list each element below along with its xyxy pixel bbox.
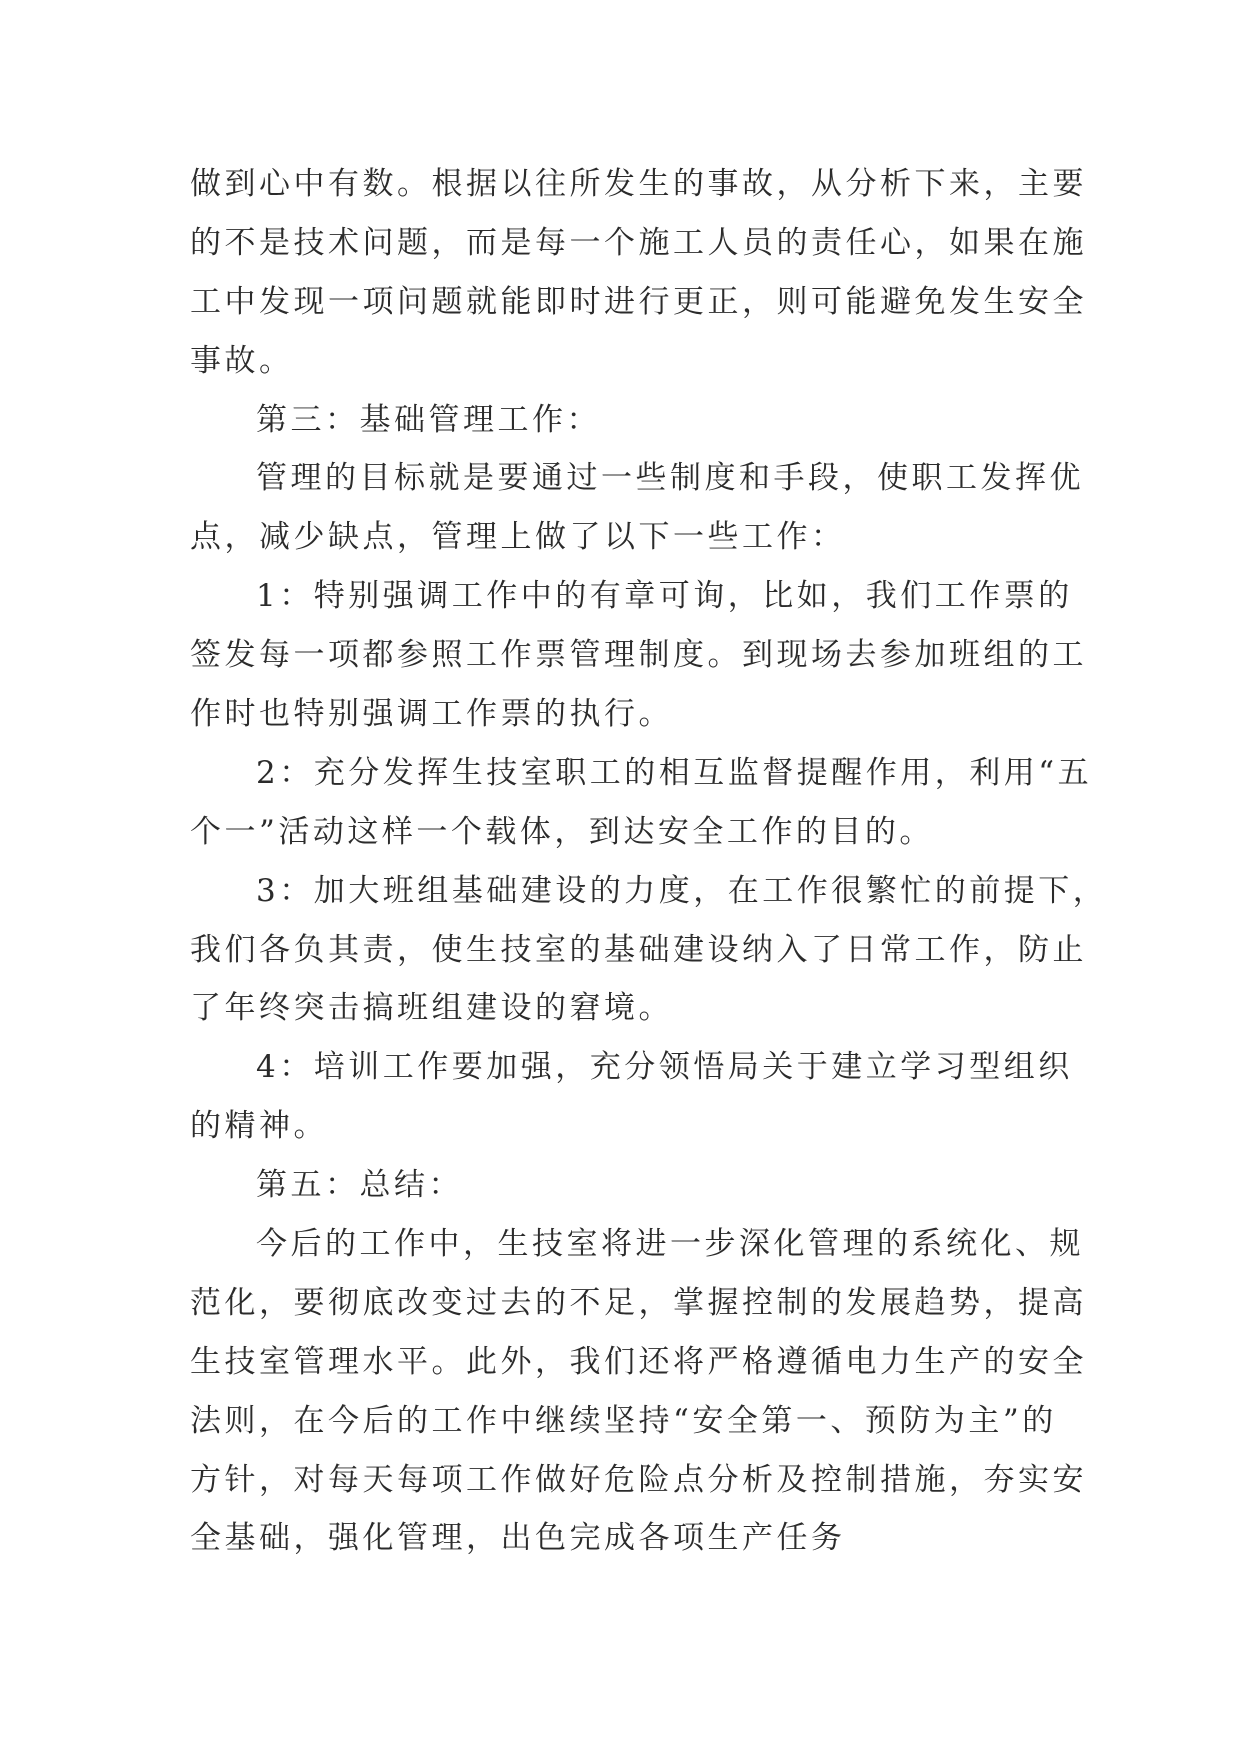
text-line: 作时也特别强调工作票的执行。 — [190, 696, 673, 733]
text-line: 的精神。 — [190, 1108, 328, 1145]
text-line: 了年终突击搞班组建设的窘境。 — [190, 990, 673, 1027]
document-body — [190, 155, 1108, 1568]
list-item: 4：培训工作要加强，充分领悟局关于建立学习型组织 — [256, 1049, 1073, 1086]
text-line: 点，减少缺点，管理上做了以下一些工作： — [190, 519, 846, 556]
text-line: 个一”活动这样一个载体，到达安全工作的目的。 — [190, 813, 934, 850]
text-line: 的不是技术问题，而是每一个施工人员的责任心，如果在施 — [190, 224, 1087, 261]
list-item: 3：加大班组基础建设的力度，在工作很繁忙的前提下， — [256, 872, 1108, 909]
text-line: 做到心中有数。根据以往所发生的事故，从分析下来，主要 — [190, 166, 1087, 202]
list-item: 1：特别强调工作中的有章可询，比如，我们工作票的 — [256, 578, 1073, 615]
text-line: 全基础，强化管理，出色完成各项生产任务 — [190, 1520, 846, 1557]
text-line: 我们各负其责，使生技室的基础建设纳入了日常工作，防止 — [190, 931, 1087, 968]
text-line: 事故。 — [190, 342, 294, 379]
text-line: 生技室管理水平。此外，我们还将严格遵循电力生产的安全 — [190, 1343, 1087, 1380]
section-heading: 第三：基础管理工作： — [256, 401, 601, 438]
text-line: 工中发现一项问题就能即时进行更正，则可能避免发生安全 — [190, 283, 1087, 320]
text-line: 管理的目标就是要通过一些制度和手段，使职工发挥优 — [256, 460, 1084, 497]
text-line: 签发每一项都参照工作票管理制度。到现场去参加班组的工 — [190, 637, 1087, 674]
text-line: 方针，对每天每项工作做好危险点分析及控制措施，夯实安 — [190, 1461, 1087, 1498]
text-line: 法则，在今后的工作中继续坚持“安全第一、预防为主”的 — [190, 1402, 1057, 1439]
text-line: 今后的工作中，生技室将进一步深化管理的系统化、规 — [256, 1226, 1084, 1263]
list-item: 2：充分发挥生技室职工的相互监督提醒作用，利用“五 — [256, 754, 1093, 791]
section-heading: 第五：总结： — [256, 1167, 463, 1204]
text-line: 范化，要彻底改变过去的不足，掌握控制的发展趋势，提高 — [190, 1284, 1087, 1321]
